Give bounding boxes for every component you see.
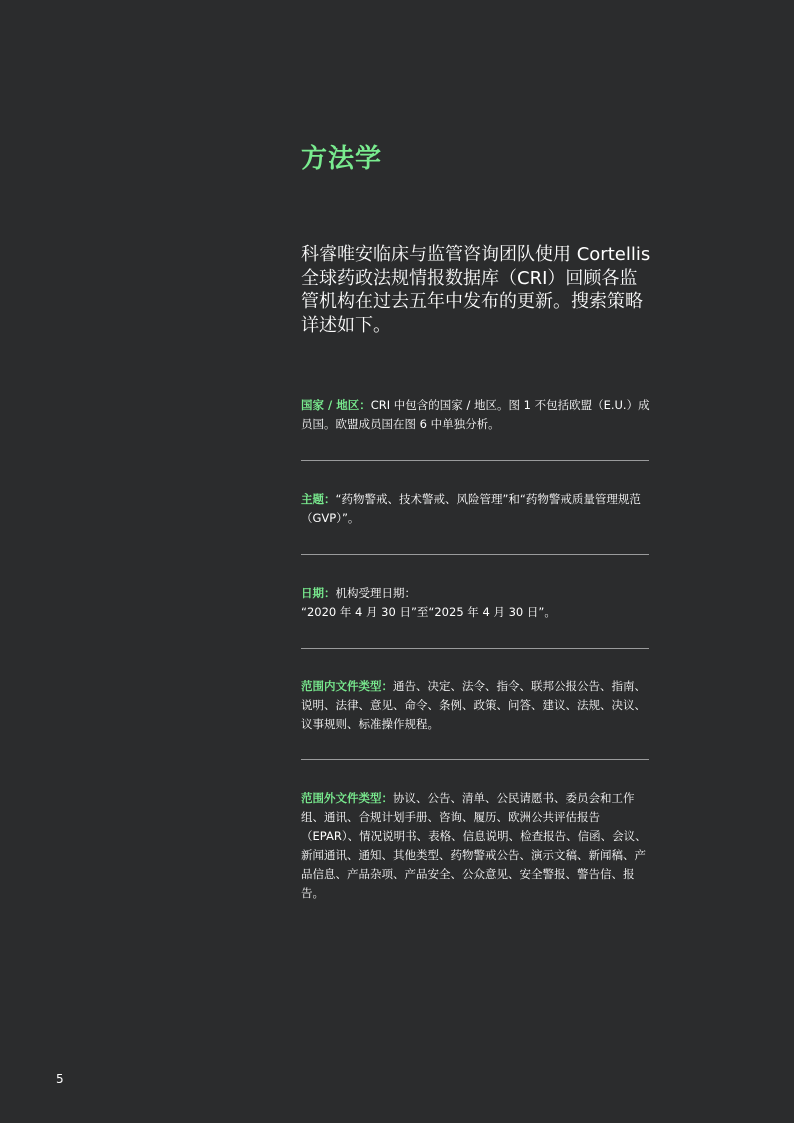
section-country-region [301, 396, 653, 434]
section-label: 国家 / 地区： [301, 398, 371, 412]
section-divider [301, 554, 649, 555]
section-divider [301, 460, 649, 461]
section-text: CRI 中包含的国家 / 地区。图 1 不包括欧盟（E.U.）成员国。欧盟成员国在图 6 中单独分析。 [301, 398, 650, 431]
section-text: 协议、公告、清单、公民请愿书、委员会和工作组、通讯、合规计划手册、咨询、履历、欧洲公共评估报告（EPAR）、情况说明书、表格、信息说明、检查报告、信函、会议、新闻通讯、通知、其他类型、药物警戒公告、演示文稿、新闻稿、产品信息、产品杂项、产品安全、公众意见、安全警报、警告信、报告。 [301, 791, 647, 900]
section-label: 范围外文件类型： [301, 791, 393, 805]
intro-paragraph: 科睿唯安临床与监管咨询团队使用 Cortellis 全球药政法规情报数据库（CRI）回顾各监管机构在过去五年中发布的更新。搜索策略详述如下。 [301, 244, 651, 336]
section-in-scope-doc-types [301, 677, 653, 734]
section-divider [301, 648, 649, 649]
section-label: 日期： [301, 586, 336, 600]
page-number: 5 [56, 1072, 64, 1086]
section-date [301, 584, 653, 622]
section-text: 通告、决定、法令、指令、联邦公报公告、指南、说明、法律、意见、命令、条例、政策、问答、建议、法规、决议、议事规则、标准操作规程。 [301, 679, 646, 731]
section-text: 机构受理日期： [335, 586, 416, 600]
section-label: 主题： [301, 492, 336, 506]
section-topic [301, 490, 653, 528]
section-text-date-range: “2020 年 4 月 30 日”至“2025 年 4 月 30 日”。 [301, 605, 556, 619]
section-out-of-scope-doc-types [301, 789, 653, 903]
section-label: 范围内文件类型： [301, 679, 393, 693]
page-title: 方法学 [301, 144, 383, 174]
section-text: “药物警戒、技术警戒、风险管理”和“药物警戒质量管理规范（GVP）”。 [301, 492, 641, 525]
section-divider [301, 759, 649, 760]
